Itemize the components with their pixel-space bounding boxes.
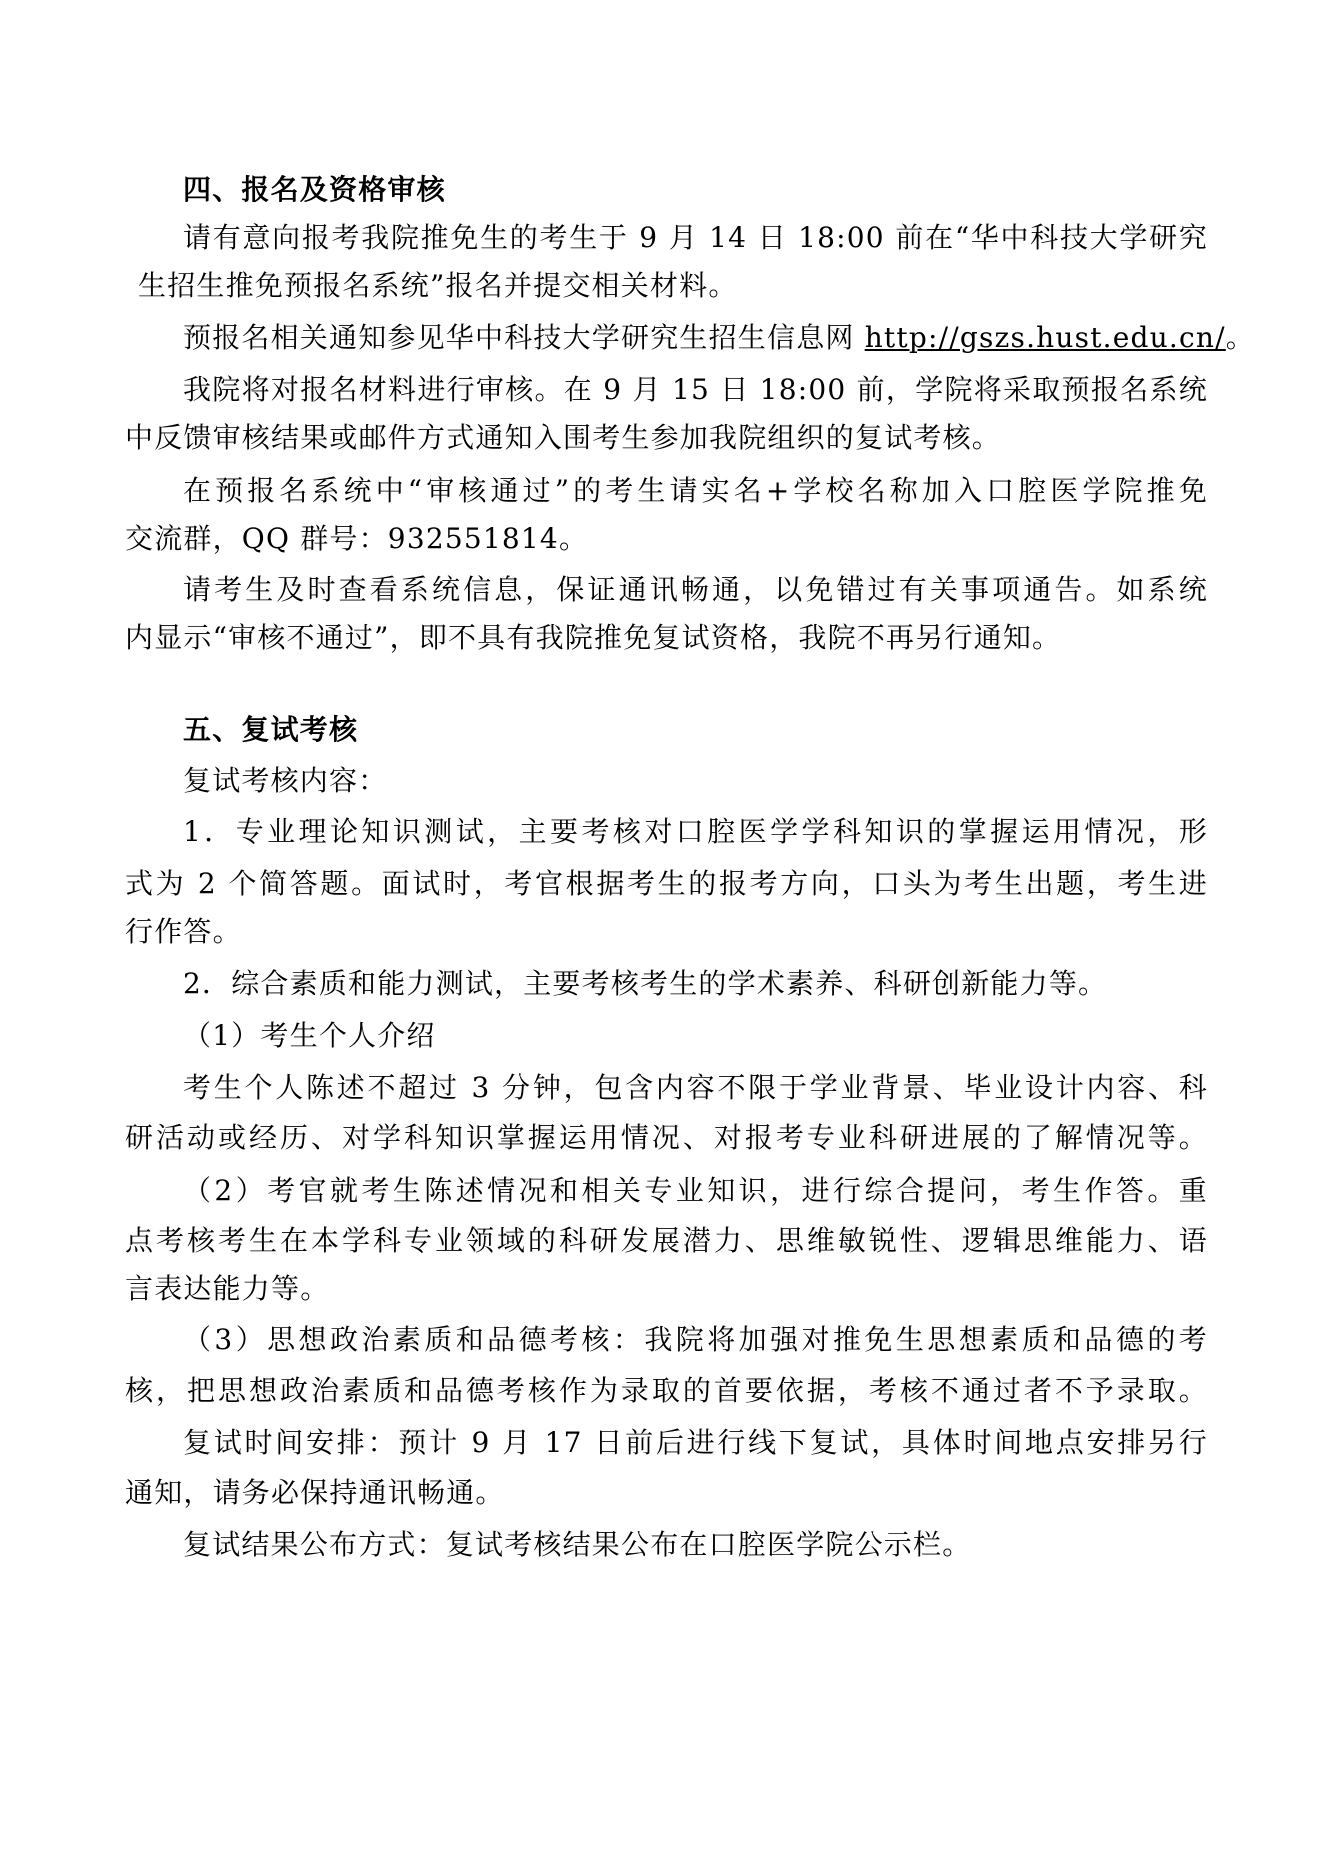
paragraph-line: （3）思想政治素质和品德考核：我院将加强对推免生思想素质和品德的考 <box>183 1323 1208 1356</box>
list-item-line: 2．综合素质和能力测试，主要考核考生的学术素养、科研创新能力等。 <box>183 967 1108 1000</box>
paragraph-line: 请考生及时查看系统信息，保证通讯畅通，以免错过有关事项通告。如系统 <box>183 573 1208 606</box>
paragraph-line: 言表达能力等。 <box>125 1272 330 1305</box>
paragraph-line: 在预报名系统中“审核通过”的考生请实名+学校名称加入口腔医学院推免 <box>183 474 1208 507</box>
paragraph-line: 中反馈审核结果或邮件方式通知入围考生参加我院组织的复试考核。 <box>125 421 1002 454</box>
paragraph-end: 。 <box>1225 321 1255 354</box>
paragraph-line: 生招生推免预报名系统”报名并提交相关材料。 <box>138 269 738 302</box>
paragraph-line: 研活动或经历、对学科知识掌握运用情况、对报考专业科研进展的了解情况等。 <box>125 1121 1208 1154</box>
section-heading-reexamination: 五、复试考核 <box>183 713 359 746</box>
paragraph-line: 复试时间安排：预计 9 月 17 日前后进行线下复试，具体时间地点安排另行 <box>183 1426 1208 1459</box>
paragraph-line: 请有意向报考我院推免生的考生于 9 月 14 日 18:00 前在“华中科技大学研究 <box>183 221 1208 254</box>
recruitment-website-link[interactable]: http://gszs.hust.edu.cn/ <box>864 321 1226 354</box>
paragraph-line: 内显示“审核不通过”，即不具有我院推免复试资格，我院不再另行通知。 <box>125 621 1062 654</box>
paragraph-line: 我院将对报名材料进行审核。在 9 月 15 日 18:00 前，学院将采取预报名系统 <box>183 373 1208 406</box>
content-label: 复试考核内容： <box>183 764 388 797</box>
list-item-line: 式为 2 个简答题。面试时，考官根据考生的报考方向，口头为考生出题，考生进 <box>125 867 1208 900</box>
paragraph-line: 核，把思想政治素质和品德考核作为录取的首要依据，考核不通过者不予录取。 <box>125 1374 1208 1407</box>
paragraph-line: 考生个人陈述不超过 3 分钟，包含内容不限于学业背景、毕业设计内容、科 <box>183 1071 1208 1104</box>
subitem-title: （1）考生个人介绍 <box>183 1019 436 1052</box>
paragraph-with-link <box>183 318 1255 358</box>
paragraph-line: 通知，请务必保持通讯畅通。 <box>125 1476 505 1509</box>
paragraph-line: 点考核考生在本学科专业领域的科研发展潜力、思维敏锐性、逻辑思维能力、语 <box>125 1224 1208 1257</box>
paragraph-line: 复试结果公布方式：复试考核结果公布在口腔医学院公示栏。 <box>183 1528 972 1561</box>
list-item-line: 1．专业理论知识测试，主要考核对口腔医学学科知识的掌握运用情况，形 <box>183 815 1208 848</box>
list-item-line: 行作答。 <box>125 915 242 948</box>
paragraph-text: 预报名相关通知参见华中科技大学研究生招生信息网 <box>183 321 865 354</box>
paragraph-line: （2）考官就考生陈述情况和相关专业知识，进行综合提问，考生作答。重 <box>183 1174 1208 1207</box>
section-heading-registration: 四、报名及资格审核 <box>183 173 446 206</box>
paragraph-line: 交流群，QQ 群号：932551814。 <box>125 522 589 555</box>
